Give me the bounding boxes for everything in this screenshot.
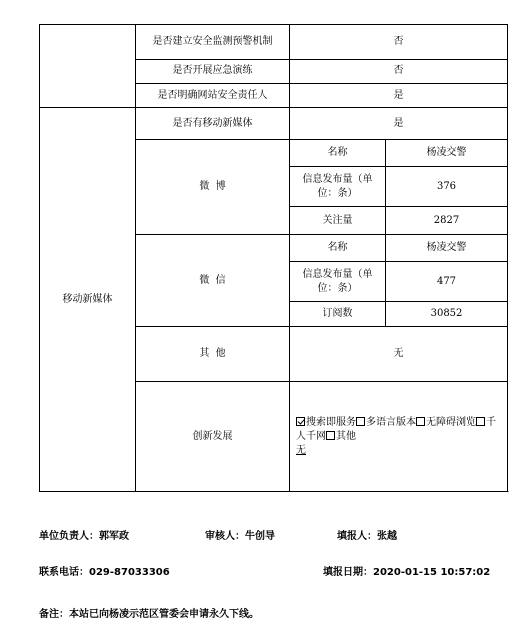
row-value-responsible: 是 <box>290 84 508 108</box>
option-label: 搜索即服务 <box>306 416 356 428</box>
option-other[interactable] <box>326 431 356 442</box>
innovation-label: 创新发展 <box>136 382 290 492</box>
weibo-posts-label: 信息发布量（单位：条） <box>290 167 386 207</box>
date-label: 填报日期： <box>323 567 373 578</box>
weixin-label: 微 信 <box>136 234 290 327</box>
unit-head-label: 单位负责人： <box>39 531 99 542</box>
checkbox-checked-icon[interactable] <box>296 417 305 426</box>
checkbox-icon[interactable] <box>326 431 335 440</box>
weixin-sub-value: 30852 <box>386 302 508 327</box>
filler-value: 张越 <box>377 531 397 542</box>
option-search-service[interactable] <box>296 417 356 428</box>
row-value-has-mobile: 是 <box>290 108 508 140</box>
date-value: 2020-01-15 10:57:02 <box>373 567 491 578</box>
reviewer-value: 牛创导 <box>245 531 275 542</box>
option-label: 千人千网 <box>296 416 496 442</box>
weibo-label: 微 博 <box>136 139 290 234</box>
weixin-posts-label: 信息发布量（单位：条） <box>290 262 386 302</box>
row-label-responsible: 是否明确网站安全责任人 <box>136 84 290 108</box>
fill-date <box>323 563 490 578</box>
row-value-monitoring: 否 <box>290 25 508 60</box>
option-accessibility[interactable] <box>416 417 476 428</box>
mobile-section-label: 移动新媒体 <box>40 108 136 492</box>
phone-label: 联系电话： <box>39 567 89 578</box>
row-label-drill: 是否开展应急演练 <box>136 59 290 83</box>
weixin-posts-value: 477 <box>386 262 508 302</box>
row-label-monitoring: 是否建立安全监测预警机制 <box>136 25 290 60</box>
other-label: 其 他 <box>136 327 290 382</box>
option-label: 其他 <box>336 430 356 442</box>
report-table <box>39 24 508 492</box>
innovation-options <box>290 382 508 492</box>
weibo-follow-value: 2827 <box>386 207 508 234</box>
weixin-sub-label: 订阅数 <box>290 302 386 327</box>
checkbox-icon[interactable] <box>476 417 485 426</box>
unit-head <box>39 527 129 542</box>
filler-label: 填报人： <box>337 531 377 542</box>
row-value-drill: 否 <box>290 59 508 83</box>
reviewer-label: 审核人： <box>205 531 245 542</box>
checkbox-icon[interactable] <box>356 417 365 426</box>
weibo-name-label: 名称 <box>290 139 386 166</box>
option-multilingual[interactable] <box>356 417 416 428</box>
footnote: 备注：本站已向杨凌示范区管委会申请永久下线。 <box>39 609 259 620</box>
weibo-name-value: 杨凌交警 <box>386 139 508 166</box>
option-label: 无障碍浏览 <box>426 416 476 428</box>
weibo-posts-value: 376 <box>386 167 508 207</box>
other-value: 无 <box>290 327 508 382</box>
other-text: 无 <box>296 444 306 456</box>
phone-value: 029-87033306 <box>89 567 170 578</box>
phone <box>39 563 170 578</box>
row-label-has-mobile: 是否有移动新媒体 <box>136 108 290 140</box>
weixin-name-label: 名称 <box>290 234 386 261</box>
blank-cell <box>40 25 136 108</box>
filler <box>337 527 397 542</box>
weibo-follow-label: 关注量 <box>290 207 386 234</box>
weixin-name-value: 杨凌交警 <box>386 234 508 261</box>
option-label: 多语言版本 <box>366 416 416 428</box>
reviewer <box>205 527 275 542</box>
checkbox-icon[interactable] <box>416 417 425 426</box>
unit-head-value: 郭军政 <box>99 531 129 542</box>
